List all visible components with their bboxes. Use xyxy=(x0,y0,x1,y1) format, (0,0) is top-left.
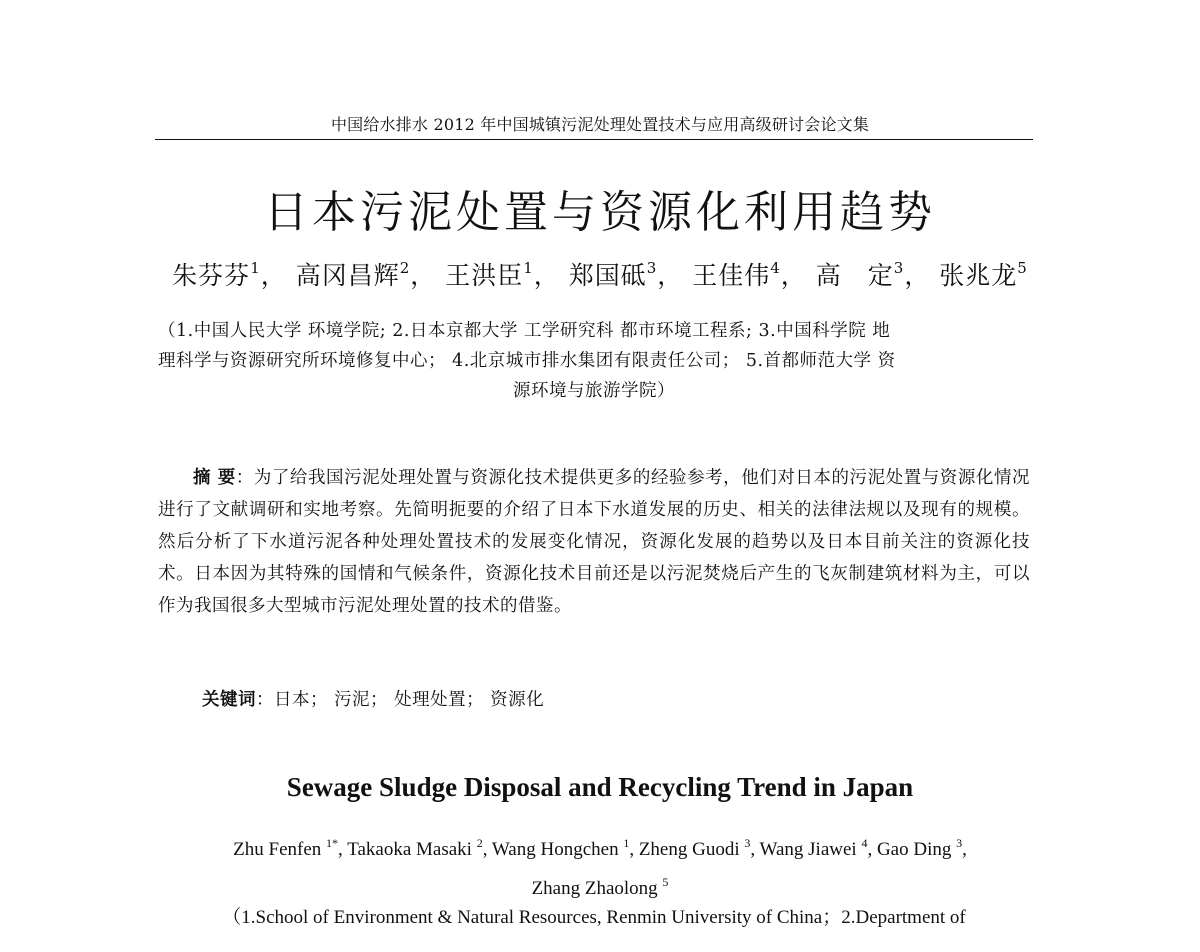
author-sup: 3 xyxy=(744,836,751,850)
author-sup: 4 xyxy=(861,836,868,850)
abstract-text: 为了给我国污泥处理处置与资源化技术提供更多的经验参考，他们对日本的污泥处置与资源化情况进行了文献调研和实地考察。先简明扼要的介绍了日本下水道发展的历史、相关的法律法规以及现有的规模。然后分析了下水道污泥各种处理处置技术的发展变化情况，资源化发展的趋势以及日本目前关注的资源化技术。日本因为其特殊的国情和气候条件，资源化技术目前还是以污泥焚烧后产生的飞灰制建筑材料为主，可以作为我国很多大型城市污泥处理处置的技术的借鉴。 xyxy=(158,468,1031,616)
author-name: 高 定 xyxy=(815,261,894,290)
keywords-label: 关键词 xyxy=(202,690,256,710)
affiliation-line: 源环境与旅游学院） xyxy=(513,381,675,401)
author-sup: 4 xyxy=(770,259,781,277)
author-name: 郑国砥 xyxy=(568,261,647,290)
author-name: Wang Hongchen xyxy=(491,839,619,860)
english-title: Sewage Sludge Disposal and Recycling Trend in Japan xyxy=(286,772,914,802)
affiliations-cn xyxy=(158,316,1030,406)
author-sup: 5 xyxy=(662,875,669,889)
author-sup: 2 xyxy=(476,836,483,850)
author-name: 张兆龙 xyxy=(939,261,1018,290)
paper-title: 日本污泥处置与资源化利用趋势 xyxy=(264,187,936,238)
author-sup: 1 xyxy=(250,259,261,277)
abstract: 摘 要：为了给我国污泥处理处置与资源化技术提供更多的经验参考，他们对日本的污泥处置与资源化情况进行了文献调研和实地考察。先简明扼要的介绍了日本下水道发展的历史、相关的法律法规以及现有的规模。然后分析了下水道污泥各种处理处置技术的发展变化情况，资源化发展的趋势以及日本目前关注的资源化技术。日本因为其特殊的国情和气候条件，资源化技术目前还是以污泥焚烧后产生的飞灰制建筑材料为主，可以作为我国很多大型城市污泥处理处置的技术的借鉴。 xyxy=(158,468,1031,616)
author-name: Zheng Guodi xyxy=(638,839,740,860)
keywords: 关键词：日本； 污泥； 处理处置； 资源化 xyxy=(202,690,545,710)
affiliation-line: 理科学与资源研究所环境修复中心； 4.北京城市排水集团有限责任公司； 5.首都师范大学 资 xyxy=(158,351,896,371)
author-name: Takaoka Masaki xyxy=(347,839,472,860)
english-author-list: Zhu Fenfen $^{1*}$, Takaoka Masaki $^2$, Wang Hongchen $^1$, Zheng Guodi $^3$, Wang Jiawei $^4$, Gao Ding $^3$, Zhang Zhaolong $^5$ xyxy=(233,836,967,899)
abstract-label: 摘 要 xyxy=(193,468,236,488)
author-sup: 1* xyxy=(326,836,339,850)
author-name: Gao Ding xyxy=(876,839,952,860)
affiliation-line: （1.中国人民大学 环境学院; 2.日本京都大学 工学研究科 都市环境工程系; 3.中国科学院 地 xyxy=(158,321,891,341)
author-sup: 3 xyxy=(893,259,905,277)
author-name: 王洪臣 xyxy=(445,261,524,290)
author-name: 王佳伟 xyxy=(692,261,771,290)
author-sup: 3 xyxy=(956,836,963,850)
author-sup: 5 xyxy=(1017,259,1028,277)
author-sup: 1 xyxy=(623,836,630,850)
author-name: 朱芬芬 xyxy=(172,261,251,290)
author-sup: 3 xyxy=(646,259,658,277)
author-name: Zhu Fenfen xyxy=(233,839,322,860)
author-name: Wang Jiawei xyxy=(759,839,857,860)
author-sup: 2 xyxy=(399,259,411,277)
author-name: 高冈昌辉 xyxy=(295,261,400,290)
english-affiliation: （1.School of Environment & Natural Resources, Renmin University of China；2.Department of xyxy=(222,907,966,928)
running-header: 中国给水排水 2012 年中国城镇污泥处理处置技术与应用高级研讨会论文集 xyxy=(330,115,870,134)
header-rule xyxy=(155,139,1033,140)
author-name: Zhang Zhaolong xyxy=(531,878,658,899)
author-list: 朱芬芬$^1$， 高冈昌辉$^2$， 王洪臣$^1$， 郑国砥$^3$， 王佳伟$^4$， 高 定$^3$， 张兆龙$^5$ xyxy=(172,259,1028,290)
keywords-text: 日本； 污泥； 处理处置； 资源化 xyxy=(274,690,545,710)
author-sup: 1 xyxy=(523,259,534,277)
